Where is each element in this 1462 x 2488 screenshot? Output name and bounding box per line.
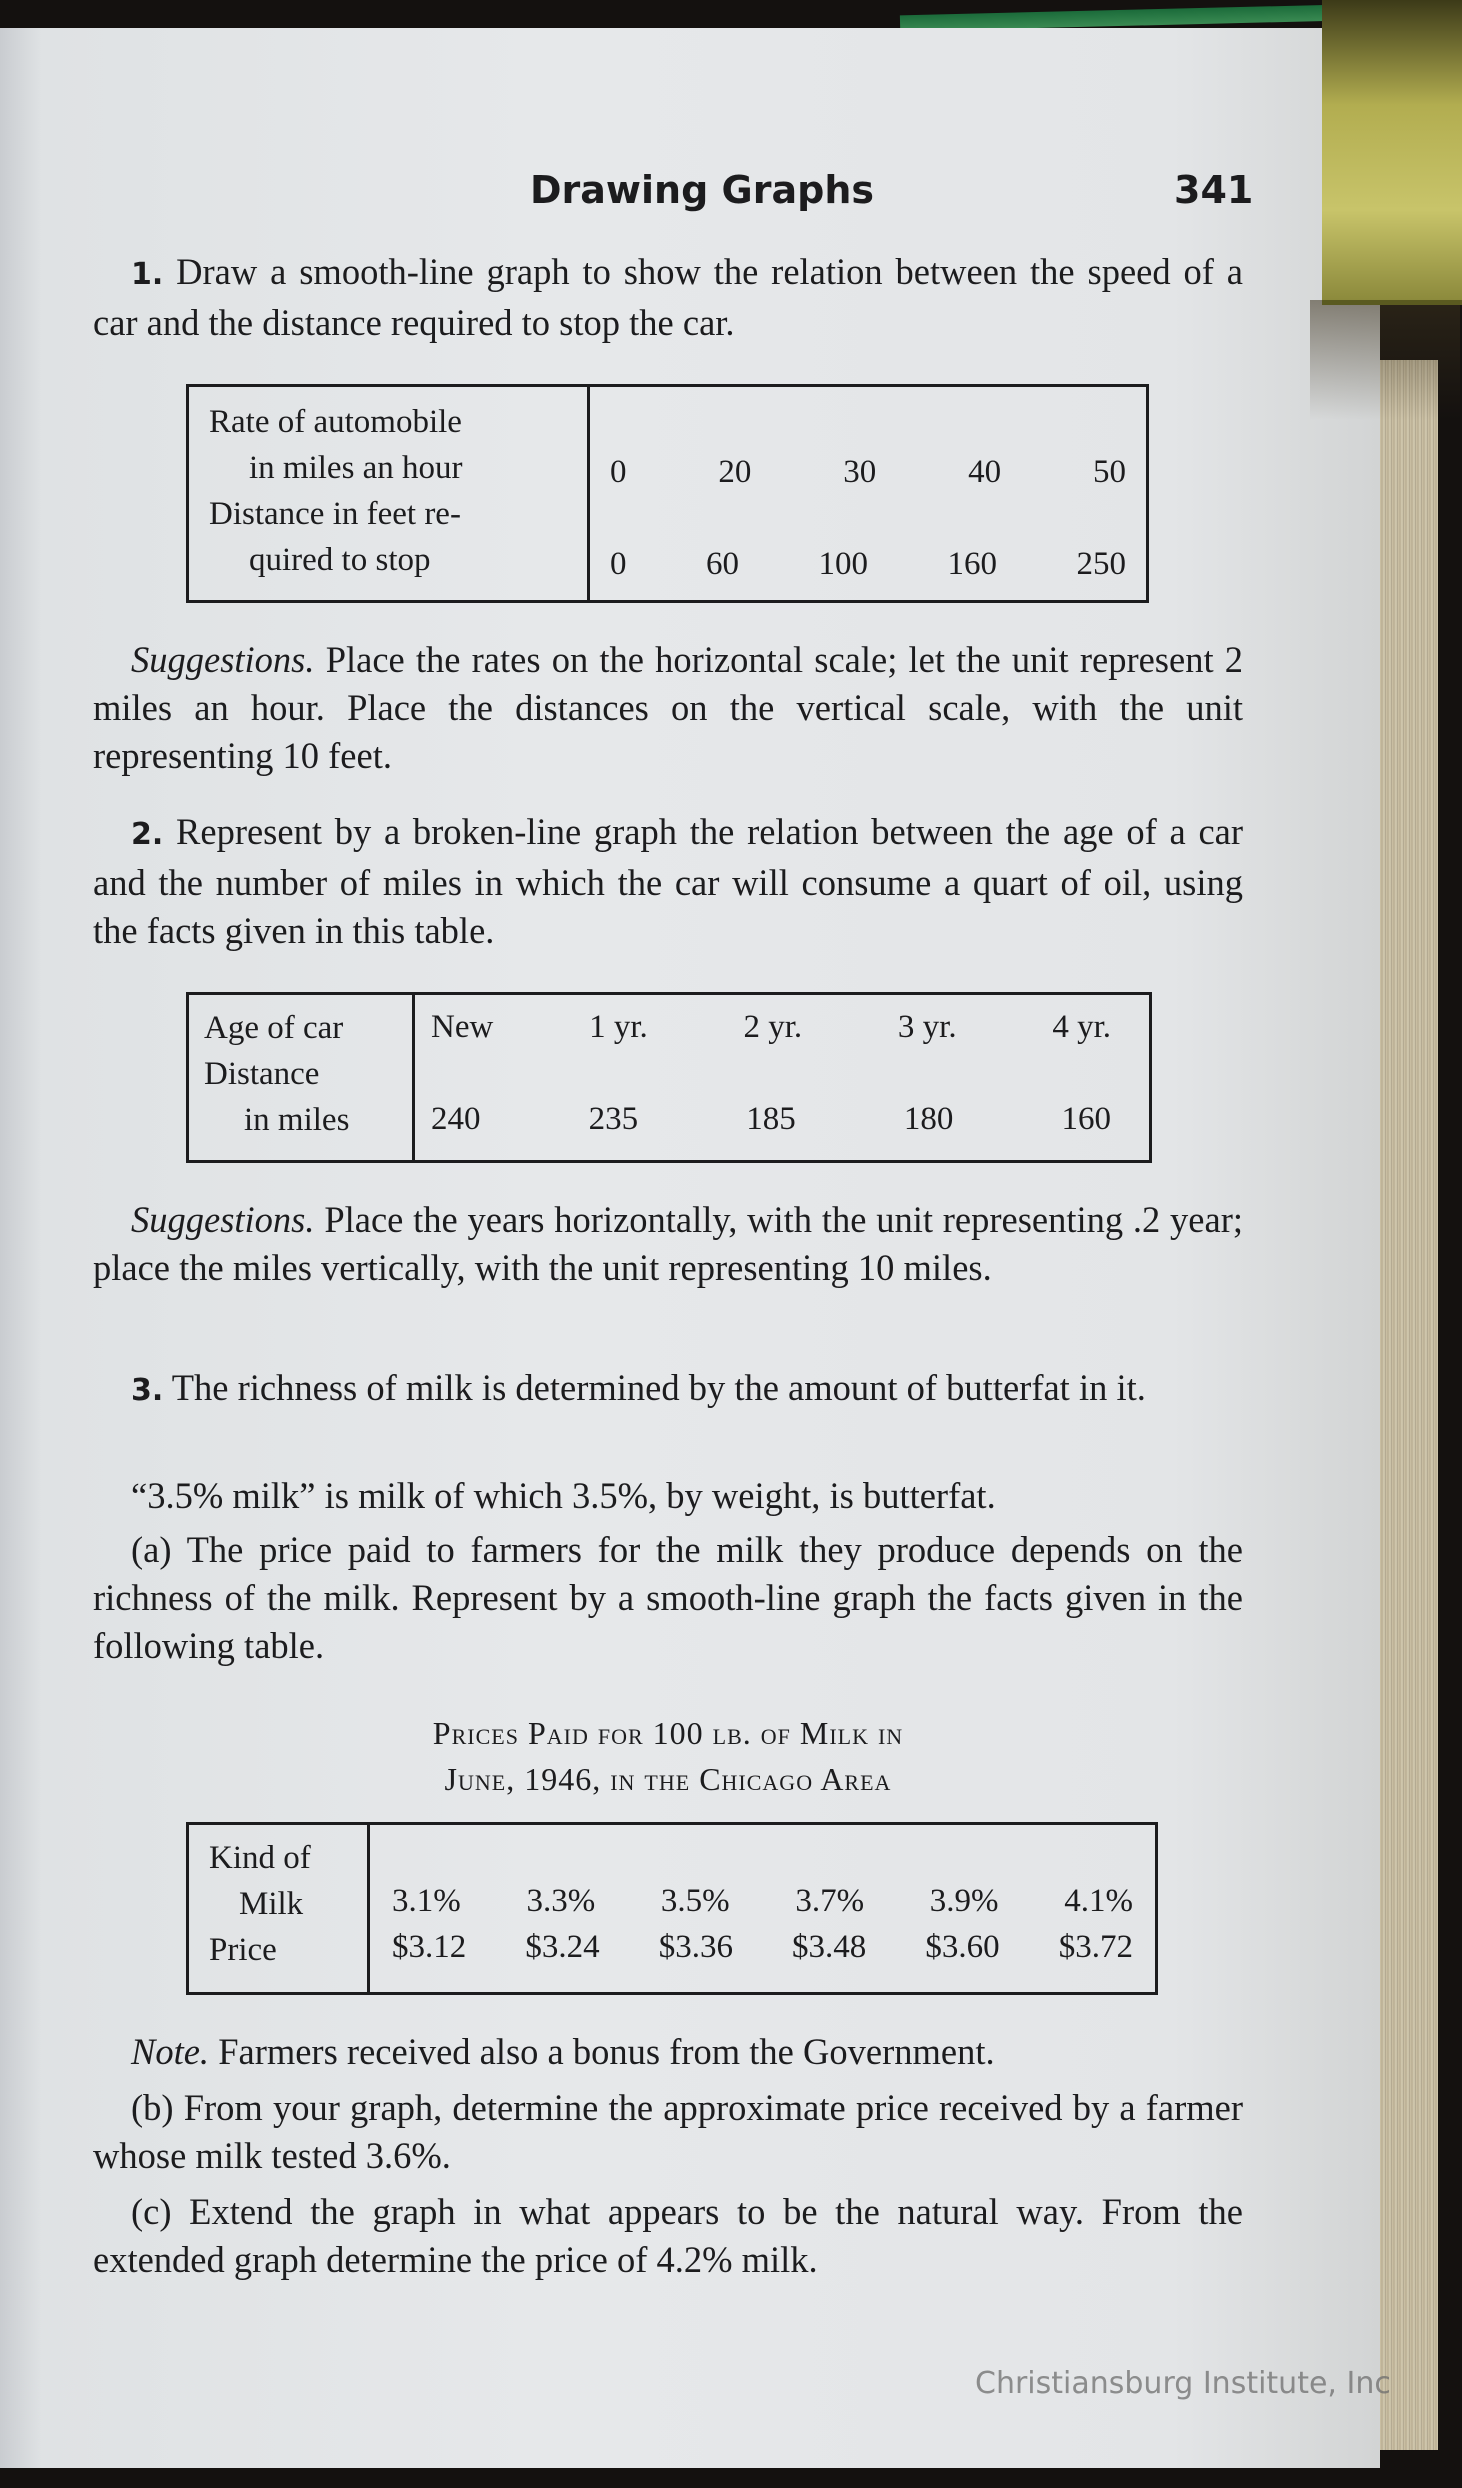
table-label-column: [188, 994, 414, 1162]
table-cell: 30: [843, 454, 877, 490]
table-cell: $3.60: [925, 1929, 1000, 1965]
table-cell: 3.7%: [795, 1883, 865, 1919]
suggestions-label: Suggestions.: [131, 639, 315, 680]
table-values: [589, 386, 1148, 602]
table-label-column: [188, 1824, 369, 1994]
age-oil-table: [186, 992, 1152, 1163]
table-cell: 60: [706, 546, 739, 582]
table-cell: 100: [818, 546, 868, 582]
table-cell: 0: [610, 546, 627, 582]
table-cell: 2 yr.: [743, 1009, 803, 1045]
table-label: Age of car: [204, 1010, 344, 1046]
table-cell: 160: [1061, 1101, 1111, 1137]
problem-2-body: Represent by a broken-line graph the relation between the age of a car and the number of miles in which the car will consume a quart of oil, using the facts given in this table.: [93, 811, 1243, 951]
bookmark-shadow: [1310, 300, 1460, 420]
table-cell: 3.1%: [392, 1883, 461, 1919]
table-label: Kind of: [209, 1840, 311, 1876]
problem-1-suggestions: [93, 636, 1243, 780]
page-number: 341: [1174, 168, 1254, 212]
problem-2-text: [93, 808, 1243, 955]
watermark: Christiansburg Institute, Inc: [975, 2366, 1391, 2401]
table-cell: 50: [1093, 454, 1126, 490]
table-label: in miles: [244, 1102, 350, 1138]
table-cell: 250: [1076, 546, 1126, 582]
table-cell: 3 yr.: [897, 1009, 957, 1045]
table-label: Rate of automobile: [209, 404, 462, 440]
table-cell: $3.12: [392, 1929, 467, 1965]
table-label: Price: [209, 1932, 277, 1968]
table-cell: 235: [588, 1101, 639, 1137]
milk-price-table: [186, 1822, 1158, 1995]
problem-1-body: Draw a smooth-line graph to show the relation between the speed of a car and the distance required to stop the car.: [93, 251, 1243, 343]
speed-distance-table: [186, 384, 1149, 603]
table-values: [414, 994, 1151, 1162]
table-label: Distance: [204, 1056, 320, 1092]
table-cell: 160: [947, 546, 997, 582]
table-cell: 40: [968, 454, 1002, 490]
table-cell: 4.1%: [1064, 1883, 1133, 1919]
problem-3-body: The richness of milk is determined by the amount of butterfat in it.: [171, 1367, 1146, 1408]
problem-2-suggestions: [93, 1196, 1243, 1292]
table-cell: $3.48: [792, 1929, 867, 1965]
table-cell: 3.9%: [929, 1883, 999, 1919]
table-cell: 20: [718, 454, 752, 490]
milk-definition: “3.5% milk” is milk of which 3.5%, by weight, is butterfat.: [131, 1475, 996, 1516]
table-cell: New: [431, 1009, 494, 1045]
table-cell: 185: [746, 1101, 796, 1137]
table-cell: $3.72: [1058, 1929, 1133, 1965]
suggestions-text: Place the years horizontally, with the unit representing .2 year; place the miles vertically, with the unit representing 10 miles.: [93, 1199, 1244, 1288]
table-cell: 3.3%: [526, 1883, 596, 1919]
note: [93, 2028, 1243, 2076]
page-edges: [1380, 360, 1438, 2450]
problem-3-text: [93, 1364, 1243, 1415]
running-title: Drawing Graphs: [530, 168, 874, 212]
table-label: Milk: [239, 1886, 304, 1922]
suggestions-label: Suggestions.: [131, 1199, 315, 1240]
part-a-text: (a) The price paid to farmers for the milk they produce depends on the richness of the milk. Represent by a smooth-line graph the facts given in the following table.: [93, 1529, 1243, 1666]
table-caption-line-2: June, 1946, in the Chicago Area: [444, 1761, 892, 1797]
note-text: Farmers received also a bonus from the Government.: [218, 2031, 995, 2072]
table-cell: 240: [431, 1101, 481, 1137]
table-caption-line-1: Prices Paid for 100 lb. of Milk in: [432, 1715, 904, 1751]
problem-2-number: 2.: [131, 817, 164, 852]
part-b-text: (b) From your graph, determine the approximate price received by a farmer whose milk tested 3.6%.: [93, 2087, 1243, 2176]
table-label: quired to stop: [249, 542, 431, 578]
problem-1-text: [93, 248, 1243, 347]
suggestions-text: Place the rates on the horizontal scale; let the unit represent 2 miles an hour. Place the distances on the vertical scale, with the unit representing 10 feet.: [93, 639, 1244, 776]
note-label: Note.: [131, 2031, 210, 2072]
table-cell: 3.5%: [660, 1883, 730, 1919]
table-cell: 4 yr.: [1052, 1009, 1111, 1045]
table-label-column: [188, 386, 589, 602]
table-cell: $3.36: [658, 1929, 733, 1965]
table-cell: $3.24: [525, 1929, 600, 1965]
part-c-text: (c) Extend the graph in what appears to be the natural way. From the extended graph determine the price of 4.2% milk.: [93, 2191, 1243, 2280]
table-label: in miles an hour: [249, 450, 463, 486]
table-values: [369, 1824, 1157, 1994]
problem-1-number: 1.: [131, 257, 164, 292]
table-cell: 1 yr.: [589, 1009, 648, 1045]
table-label: Distance in feet re-: [209, 496, 461, 532]
table-cell: 0: [610, 454, 627, 490]
bookmark-tab: [1322, 0, 1462, 305]
table-cell: 180: [903, 1101, 954, 1137]
problem-3-number: 3.: [131, 1373, 164, 1408]
